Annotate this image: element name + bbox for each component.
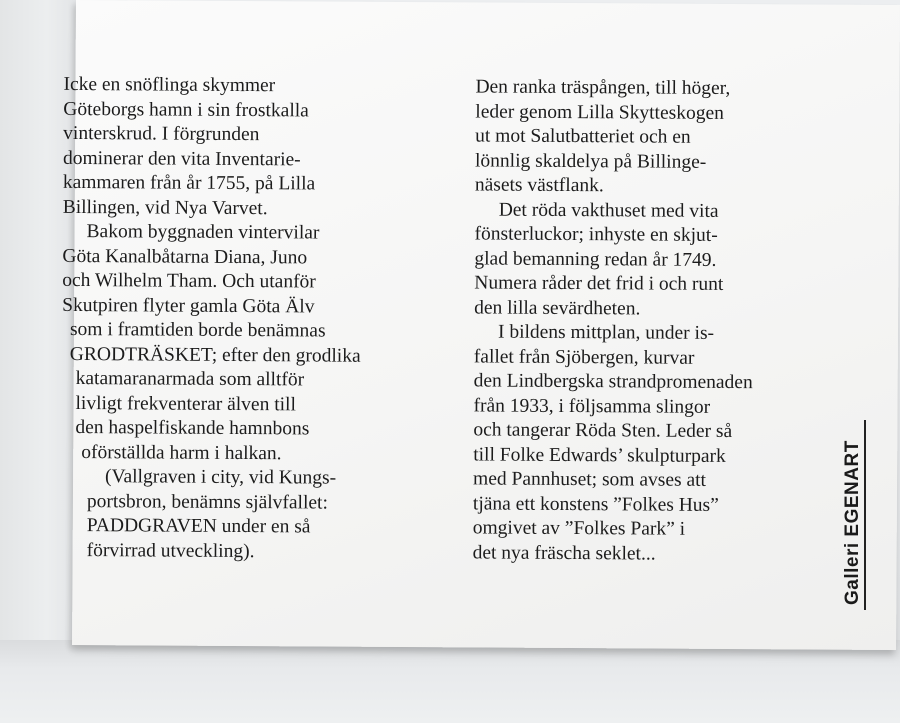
text-line: den lilla sevärdheten. <box>474 296 641 319</box>
text-line: omgivet av ”Folkes Park” i <box>472 517 686 540</box>
text-line: den haspelfiskande hamnbons <box>75 417 310 440</box>
text-line: lönnlig skaldelya på Billinge- <box>474 149 707 173</box>
text-line: portsbron, benämns självfallet: <box>86 490 328 514</box>
gallery-label-rule <box>864 420 866 610</box>
text-line: det nya fräscha seklet... <box>472 541 656 565</box>
text-line: näsets västflank. <box>474 174 604 197</box>
text-line: oförställda harm i halkan. <box>81 441 282 464</box>
text-line: fönsterluckor; inhyste en skjut- <box>474 223 718 246</box>
text-line: Icke en snöflinga skymmer <box>63 73 276 97</box>
printed-card <box>62 0 900 650</box>
text-line: katamaranarmada som alltför <box>75 368 305 391</box>
text-line: förvirrad utveckling). <box>86 539 255 562</box>
text-line: Den ranka träspången, till höger, <box>475 76 731 99</box>
wall-background-bottom <box>0 640 900 723</box>
text-line: fallet från Sjöbergen, kurvar <box>473 345 695 369</box>
text-line: som i framtiden borde benämnas <box>69 318 326 342</box>
text-line: leder genom Lilla Skytteskogen <box>475 100 724 124</box>
text-line: I bildens mittplan, under is- <box>497 321 715 344</box>
text-line: till Folke Edwards’ skulpturpark <box>473 443 726 467</box>
text-line: och Wilhelm Tham. Och utanför <box>62 269 316 293</box>
text-line: Bakom byggnaden vintervilar <box>86 221 320 244</box>
text-line: Billingen, vid Nya Varvet. <box>62 196 268 219</box>
text-line: (Vallgraven i city, vid Kungs- <box>105 466 337 489</box>
text-line: Numera råder det frid i och runt <box>474 272 724 295</box>
text-line: från 1933, i följsamma slingor <box>473 394 711 418</box>
text-line: dominerar den vita Inventarie- <box>62 147 301 170</box>
text-line: vinterskrud. I förgrunden <box>63 122 260 146</box>
left-text-column <box>61 73 444 565</box>
text-line: och tangerar Röda Sten. Leder så <box>473 419 733 443</box>
text-line: livligt frekventerar älven till <box>75 392 296 415</box>
text-line: tjäna ett konstens ”Folkes Hus” <box>472 492 719 516</box>
right-text-column <box>473 75 836 567</box>
text-line: GRODTRÄSKET; efter den grodlika <box>69 343 361 367</box>
text-line: ut mot Salutbatteriet och en <box>475 125 691 148</box>
text-line: kammaren från år 1755, på Lilla <box>62 171 316 195</box>
text-line: med Pannhuset; som avses att <box>473 468 707 491</box>
text-line: Det röda vakthuset med vita <box>498 199 719 222</box>
text-line: PADDGRAVEN under en så <box>86 515 311 538</box>
gallery-label: Galleri EGENART <box>842 440 863 605</box>
text-line: Göteborgs hamn i sin frostkalla <box>63 98 309 121</box>
text-line: Skutpiren flyter gamla Göta Älv <box>62 294 315 317</box>
text-line: Göta Kanalbåtarna Diana, Juno <box>62 245 308 268</box>
text-line: den Lindbergska strandpromenaden <box>473 370 753 394</box>
text-line: glad bemanning redan år 1749. <box>474 247 717 271</box>
